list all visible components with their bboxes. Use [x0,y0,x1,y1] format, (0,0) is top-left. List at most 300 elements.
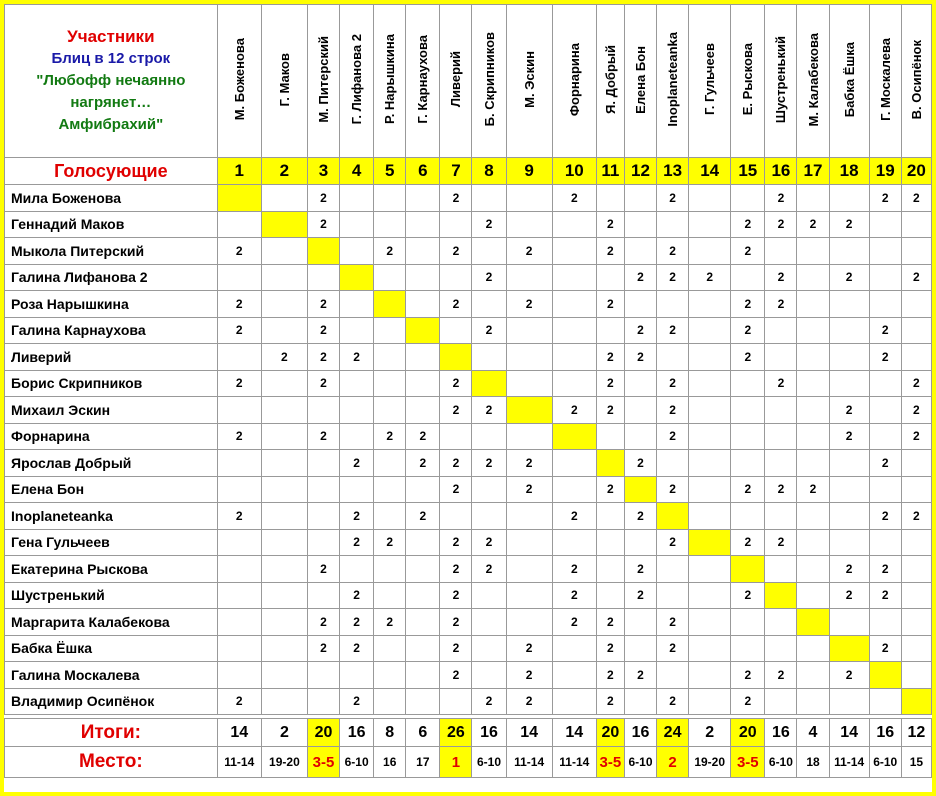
vote-cell [552,662,596,689]
vote-cell: 2 [901,264,931,291]
vote-cell: 2 [440,450,472,477]
vote-cell [261,264,307,291]
self-vote-cell [261,211,307,238]
self-vote-cell [869,662,901,689]
place-value: 3-5 [731,747,765,778]
vote-cell [901,635,931,662]
self-vote-cell [797,609,829,636]
vote-cell [624,370,656,397]
vote-cell [689,397,731,424]
vote-cell [731,503,765,530]
vote-cell [374,370,406,397]
vote-cell [374,662,406,689]
vote-cell [624,688,656,715]
vote-cell [765,317,797,344]
participant-name-cell [624,5,656,158]
voter-name: Мыкола Питерский [5,238,218,265]
vote-cell: 2 [869,582,901,609]
vote-cell: 2 [217,291,261,318]
voter-name: Гена Гульчеев [5,529,218,556]
vote-cell [797,264,829,291]
vote-cell: 2 [472,264,506,291]
place-value: 16 [374,747,406,778]
participant-number: 5 [374,158,406,185]
vote-cell: 2 [217,370,261,397]
vote-cell: 2 [406,503,440,530]
voter-name: Екатерина Рыскова [5,556,218,583]
vote-cell: 2 [472,688,506,715]
vote-cell [261,556,307,583]
vote-cell [472,185,506,212]
self-vote-cell [472,370,506,397]
vote-cell: 2 [552,503,596,530]
vote-cell [731,397,765,424]
vote-cell: 2 [506,476,552,503]
vote-cell: 2 [765,291,797,318]
vote-cell [552,317,596,344]
self-vote-cell [440,344,472,371]
vote-cell: 2 [307,211,339,238]
vote-cell [374,344,406,371]
vote-cell [472,635,506,662]
vote-cell [624,397,656,424]
totals-row-label: Итоги: [5,719,218,747]
voting-table [4,4,932,778]
header-row [5,5,932,158]
vote-cell: 2 [731,291,765,318]
vote-cell [657,344,689,371]
vote-cell [901,450,931,477]
vote-cell [765,238,797,265]
sheet-subtitle: Блиц в 12 строк [51,50,171,67]
participant-name-cell [552,5,596,158]
vote-cell: 2 [765,529,797,556]
vote-cell [829,476,869,503]
sheet-title: Участники [67,27,155,46]
vote-cell: 2 [829,211,869,238]
vote-cell [869,211,901,238]
vote-cell [552,529,596,556]
vote-cell [472,662,506,689]
vote-cell: 2 [506,291,552,318]
place-value: 11-14 [506,747,552,778]
vote-cell [624,423,656,450]
participant-name: Форнарина [566,42,582,117]
vote-cell [901,582,931,609]
place-value: 6-10 [869,747,901,778]
place-value: 3-5 [307,747,339,778]
participant-name: Г. Маков [276,52,292,107]
vote-cell [689,582,731,609]
self-vote-cell [829,635,869,662]
vote-cell: 2 [406,450,440,477]
vote-cell [406,662,440,689]
total-score: 14 [829,719,869,747]
vote-cell [307,662,339,689]
participant-name-cell [829,5,869,158]
vote-cell [657,450,689,477]
vote-cell: 2 [374,423,406,450]
vote-cell [657,662,689,689]
participant-name-cell [472,5,506,158]
vote-cell: 2 [624,582,656,609]
participant-name-cell [217,5,261,158]
vote-cell [731,264,765,291]
vote-cell [307,503,339,530]
theme-line-1: "Любофф нечаянно нагрянет… [36,72,186,111]
vote-cell [657,291,689,318]
vote-cell [901,211,931,238]
vote-cell [765,450,797,477]
vote-cell [552,635,596,662]
vote-cell [261,635,307,662]
participant-name: В. Осипёнок [908,39,924,120]
vote-cell [307,264,339,291]
vote-cell [552,450,596,477]
vote-cell [869,238,901,265]
vote-cell [869,688,901,715]
participant-name-cell [406,5,440,158]
vote-cell: 2 [624,317,656,344]
vote-cell [731,423,765,450]
vote-cell [689,291,731,318]
vote-cell [901,662,931,689]
total-score: 16 [340,719,374,747]
vote-cell [624,238,656,265]
participant-number-row [5,158,932,185]
vote-cell [307,450,339,477]
total-score: 16 [869,719,901,747]
self-vote-cell [552,423,596,450]
participant-name: М. Калабекова [805,32,821,127]
vote-cell [657,211,689,238]
vote-cell [472,344,506,371]
places-row [5,747,932,778]
vote-cell [689,238,731,265]
participant-number: 18 [829,158,869,185]
participant-name: Inoplaneteanka [665,32,681,127]
participant-number: 17 [797,158,829,185]
voter-name: Ярослав Добрый [5,450,218,477]
vote-cell [797,370,829,397]
vote-cell [307,688,339,715]
vote-cell: 2 [657,609,689,636]
vote-cell [901,609,931,636]
vote-cell [829,344,869,371]
vote-cell: 2 [307,635,339,662]
vote-cell [797,635,829,662]
vote-cell [217,344,261,371]
vote-cell [829,238,869,265]
vote-cell: 2 [440,397,472,424]
vote-cell [797,688,829,715]
participant-number: 14 [689,158,731,185]
vote-cell [261,370,307,397]
self-vote-cell [765,582,797,609]
vote-cell [472,423,506,450]
vote-cell [689,476,731,503]
vote-cell [829,370,869,397]
vote-cell: 2 [596,662,624,689]
vote-cell: 2 [765,185,797,212]
participant-name-cell [657,5,689,158]
vote-cell: 2 [307,344,339,371]
vote-cell [624,529,656,556]
totals-row [5,719,932,747]
voter-row [5,370,932,397]
vote-cell: 2 [472,556,506,583]
vote-cell [217,211,261,238]
vote-cell: 2 [217,317,261,344]
self-vote-cell [506,397,552,424]
vote-cell [765,344,797,371]
vote-cell [217,476,261,503]
vote-cell [261,582,307,609]
voter-name: Шустренький [5,582,218,609]
vote-cell [731,450,765,477]
self-vote-cell [731,556,765,583]
vote-cell [869,476,901,503]
vote-cell [440,423,472,450]
vote-cell: 2 [901,503,931,530]
vote-cell [596,423,624,450]
place-value: 2 [657,747,689,778]
voter-name: Галина Карнаухова [5,317,218,344]
vote-cell [657,582,689,609]
self-vote-cell [657,503,689,530]
vote-cell: 2 [765,476,797,503]
participant-name-cell [374,5,406,158]
voter-row [5,582,932,609]
participant-number: 9 [506,158,552,185]
vote-cell [506,317,552,344]
self-vote-cell [689,529,731,556]
voter-name: Галина Москалева [5,662,218,689]
title-cell [5,5,218,158]
place-value: 18 [797,747,829,778]
vote-cell [797,317,829,344]
vote-cell: 2 [472,211,506,238]
vote-cell: 2 [797,211,829,238]
vote-cell: 2 [506,635,552,662]
vote-cell: 2 [440,238,472,265]
vote-cell [689,211,731,238]
vote-cell [596,582,624,609]
vote-cell: 2 [506,450,552,477]
vote-cell [340,476,374,503]
vote-cell [374,211,406,238]
vote-cell: 2 [869,556,901,583]
vote-cell: 2 [829,556,869,583]
participant-number: 4 [340,158,374,185]
vote-cell: 2 [472,450,506,477]
vote-cell: 2 [657,238,689,265]
voters-label: Голосующие [5,158,218,185]
vote-cell: 2 [440,370,472,397]
vote-cell [472,503,506,530]
vote-cell [797,529,829,556]
vote-cell [689,185,731,212]
vote-cell [217,529,261,556]
vote-cell [797,556,829,583]
vote-cell: 2 [217,423,261,450]
vote-cell: 2 [552,397,596,424]
vote-cell: 2 [829,662,869,689]
vote-cell [829,317,869,344]
vote-cell: 2 [374,529,406,556]
participant-name: Г. Москалева [877,38,893,121]
vote-cell [217,635,261,662]
vote-cell: 2 [596,211,624,238]
self-vote-cell [307,238,339,265]
vote-cell [217,264,261,291]
vote-cell [765,423,797,450]
voter-row [5,662,932,689]
participant-name-cell [440,5,472,158]
vote-cell [797,582,829,609]
vote-cell [374,556,406,583]
vote-cell: 2 [765,264,797,291]
vote-cell [340,662,374,689]
place-value: 6-10 [765,747,797,778]
vote-cell [261,662,307,689]
vote-cell: 2 [552,609,596,636]
vote-cell: 2 [869,450,901,477]
vote-cell: 2 [731,211,765,238]
vote-cell [406,556,440,583]
vote-cell [797,662,829,689]
voter-row [5,556,932,583]
participant-name: Елена Бон [632,45,648,114]
vote-cell: 2 [440,291,472,318]
vote-cell [406,370,440,397]
vote-cell [217,582,261,609]
voter-name: Маргарита Калабекова [5,609,218,636]
vote-cell [217,450,261,477]
vote-cell [552,291,596,318]
vote-cell [261,317,307,344]
vote-cell [406,529,440,556]
self-vote-cell [374,291,406,318]
vote-cell: 2 [440,556,472,583]
vote-cell: 2 [596,370,624,397]
self-vote-cell [406,317,440,344]
vote-cell [689,609,731,636]
vote-cell: 2 [765,370,797,397]
voter-name: Геннадий Маков [5,211,218,238]
vote-cell: 2 [624,264,656,291]
vote-cell [440,211,472,238]
vote-cell [765,397,797,424]
participant-number: 16 [765,158,797,185]
vote-cell [406,582,440,609]
place-value: 11-14 [829,747,869,778]
vote-cell [374,503,406,530]
vote-cell [440,503,472,530]
vote-cell [869,291,901,318]
vote-cell [624,185,656,212]
vote-cell: 2 [657,635,689,662]
voter-row [5,450,932,477]
vote-cell [765,635,797,662]
vote-cell: 2 [340,609,374,636]
participant-name: М. Питерский [316,36,332,123]
vote-cell: 2 [829,264,869,291]
vote-cell [869,397,901,424]
participant-number: 11 [596,158,624,185]
vote-cell [506,423,552,450]
vote-cell [797,185,829,212]
voter-row [5,211,932,238]
vote-cell [217,556,261,583]
vote-cell: 2 [765,211,797,238]
vote-cell [406,397,440,424]
participant-name: Б. Скрипников [481,32,497,127]
vote-cell: 2 [440,635,472,662]
vote-cell [506,344,552,371]
vote-cell: 2 [506,662,552,689]
total-score: 8 [374,719,406,747]
vote-cell [829,450,869,477]
participant-name: Шустренький [773,35,789,124]
vote-cell [374,688,406,715]
vote-cell [217,397,261,424]
vote-cell [797,238,829,265]
vote-cell [506,370,552,397]
vote-cell: 2 [731,476,765,503]
vote-cell [472,238,506,265]
vote-cell: 2 [624,503,656,530]
self-vote-cell [340,264,374,291]
vote-cell: 2 [657,264,689,291]
voter-row [5,397,932,424]
voter-name: Inoplaneteanka [5,503,218,530]
vote-cell [731,185,765,212]
vote-cell: 2 [340,582,374,609]
participant-name-cell [340,5,374,158]
participant-number: 10 [552,158,596,185]
vote-cell [374,185,406,212]
vote-cell [261,397,307,424]
vote-cell [624,211,656,238]
vote-cell [406,264,440,291]
vote-cell [340,238,374,265]
vote-cell: 2 [901,397,931,424]
total-score: 14 [217,719,261,747]
place-value: 15 [901,747,931,778]
vote-cell [731,609,765,636]
vote-cell [406,635,440,662]
participant-name-cell [307,5,339,158]
voter-name: Бабка Ёшка [5,635,218,662]
vote-cell: 2 [506,688,552,715]
vote-cell [374,450,406,477]
participant-number: 20 [901,158,931,185]
vote-cell: 2 [731,344,765,371]
vote-cell [596,317,624,344]
voter-row [5,476,932,503]
vote-cell [624,609,656,636]
vote-cell [406,211,440,238]
vote-cell [869,370,901,397]
vote-cell [829,688,869,715]
voter-row [5,291,932,318]
vote-cell: 2 [901,423,931,450]
voter-name: Елена Бон [5,476,218,503]
vote-cell [506,185,552,212]
vote-cell [506,556,552,583]
participant-number: 7 [440,158,472,185]
